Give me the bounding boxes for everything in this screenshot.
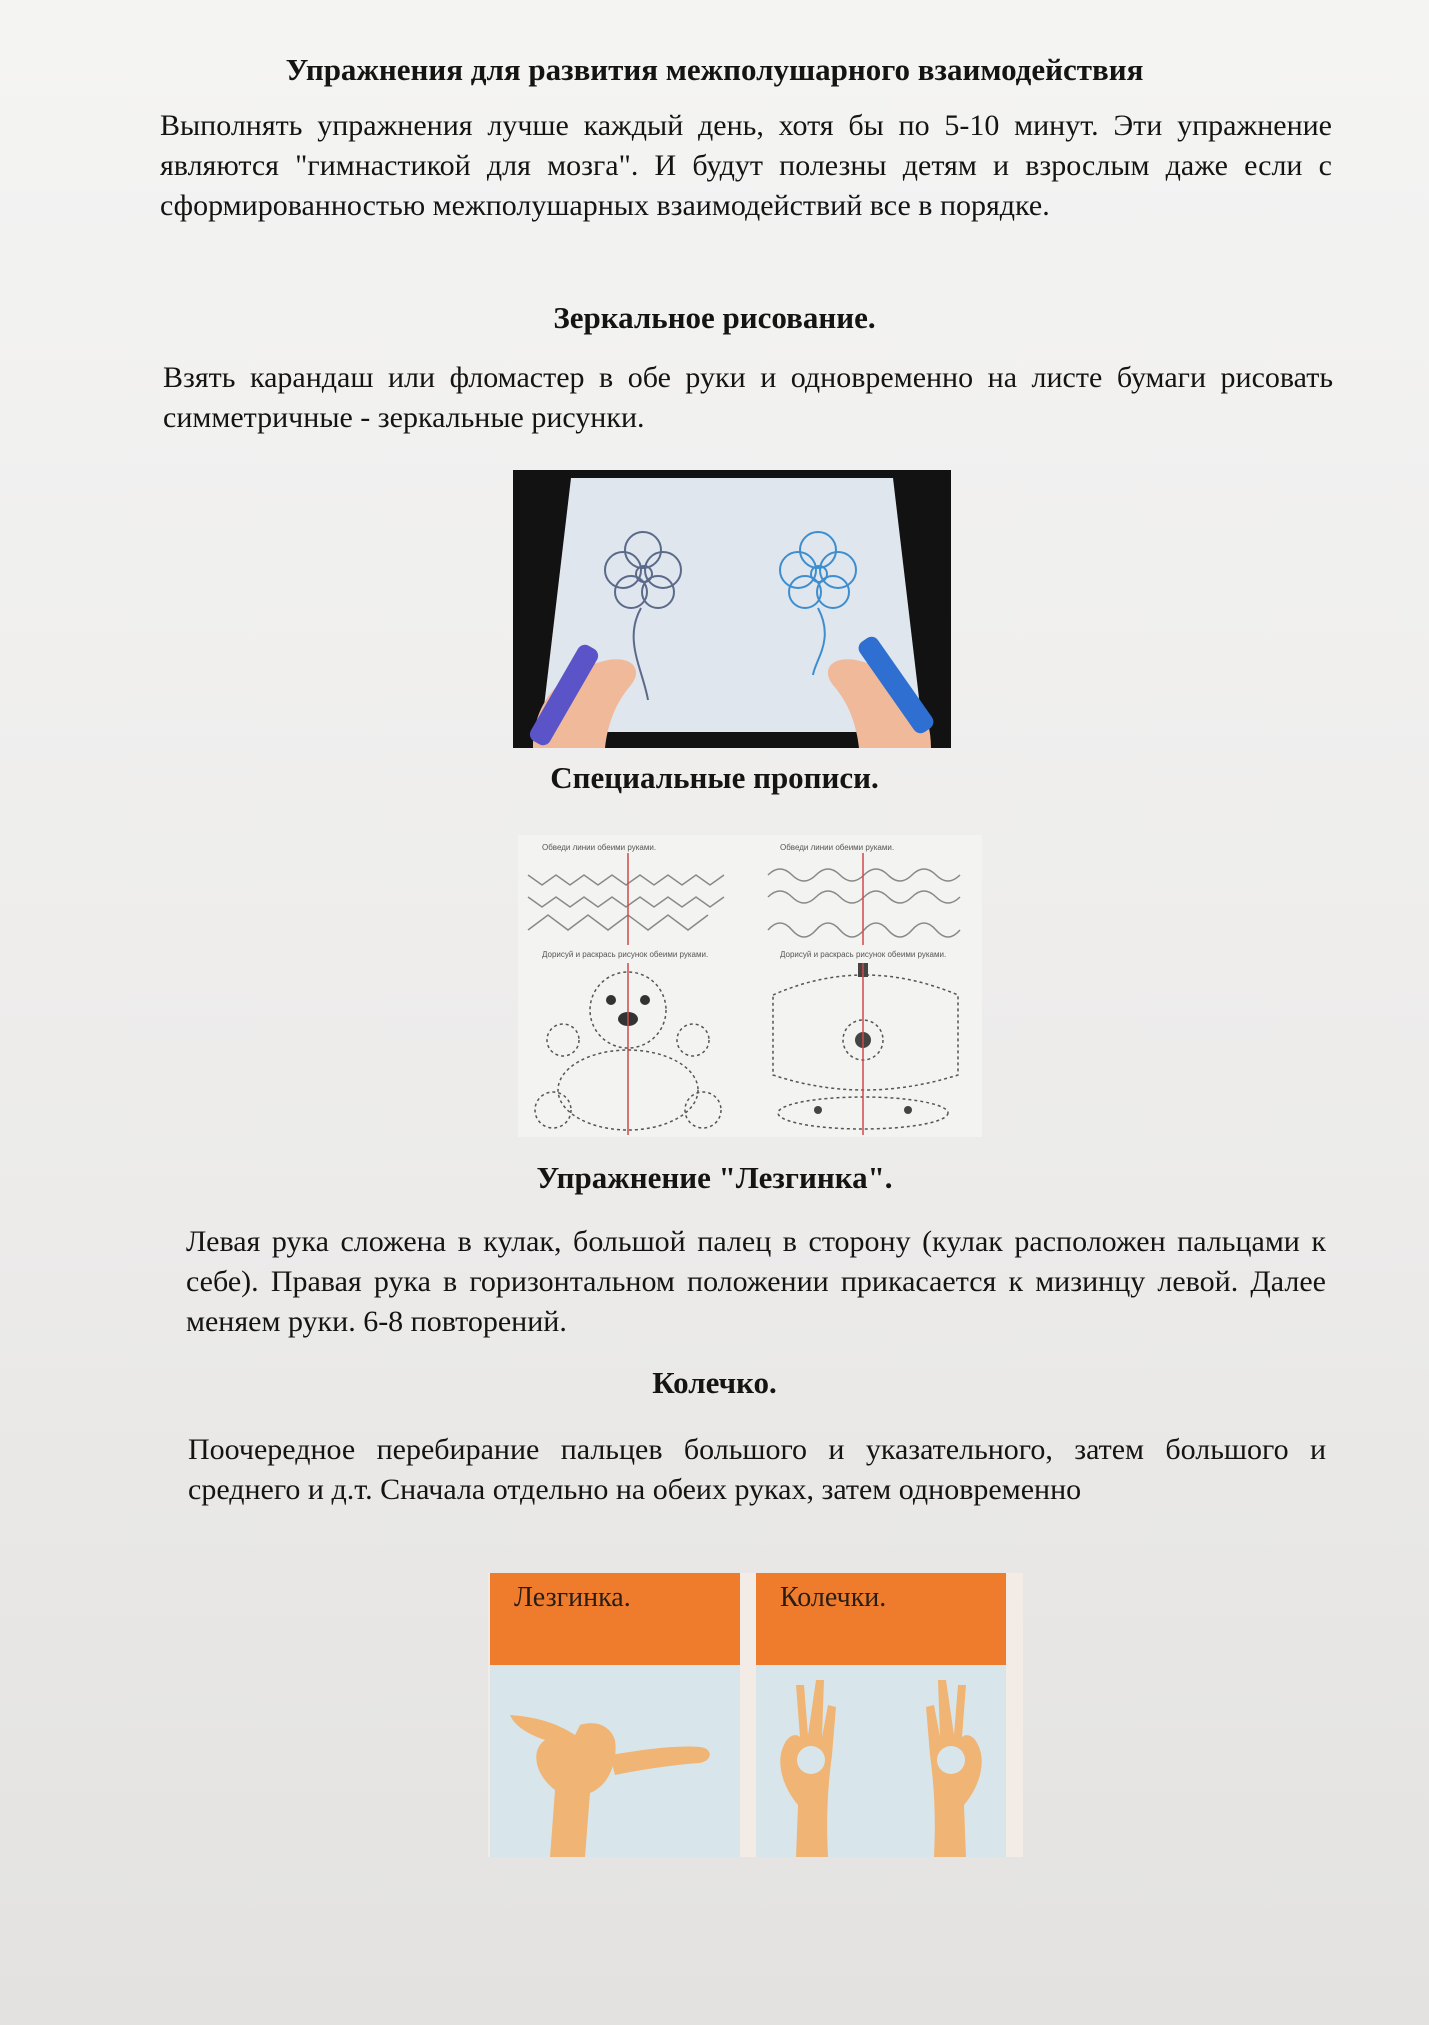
document-title: Упражнения для развития межполушарного взаимодействия bbox=[285, 52, 1144, 87]
copybook-caption-2: Обведи линии обеими руками. bbox=[780, 843, 895, 852]
section-heading-mirror-drawing: Зеркальное рисование. bbox=[553, 300, 876, 335]
mirror-drawing-photo bbox=[513, 470, 951, 748]
copybook-illustration bbox=[518, 835, 982, 1137]
mirror-drawing-paragraph: Взять карандаш или фломастер в обе руки и одновременно на листе бумаги рисовать симметричные - зеркальные рисунки. bbox=[163, 361, 1333, 434]
section-heading-ring: Колечко. bbox=[652, 1365, 777, 1400]
rings-panel bbox=[756, 1573, 1006, 1857]
copybook-caption-4: Дорисуй и раскрась рисунок обеими руками. bbox=[780, 950, 947, 959]
lezginka-hands-illustration bbox=[490, 1665, 740, 1857]
intro-paragraph: Выполнять упражнения лучше каждый день, хотя бы по 5-10 минут. Эти упражнение являются "гимнастикой для мозга". И будут полезны детям и взрослым даже если с сформированностью межполушарных взаимодействий все в порядке. bbox=[160, 109, 1332, 222]
lezginka-panel bbox=[490, 1573, 740, 1857]
rings-hands-illustration bbox=[756, 1665, 1006, 1857]
copybook-caption-3: Дорисуй и раскрась рисунок обеими руками. bbox=[542, 950, 709, 959]
lezginka-paragraph: Левая рука сложена в кулак, большой палец в сторону (кулак расположен пальцами к себе). Правая рука в горизонтальном положении прикасается к мизинцу левой. Далее меняем руки. 6-8 повторений. bbox=[186, 1225, 1326, 1338]
hand-exercises-image bbox=[488, 1573, 1023, 1857]
lezginka-label: Лезгинка. bbox=[490, 1573, 740, 1665]
section-heading-lezginka: Упражнение "Лезгинка". bbox=[536, 1160, 893, 1195]
copybook-caption-1: Обведи линии обеими руками. bbox=[542, 843, 657, 852]
section-heading-special-copybooks: Специальные прописи. bbox=[550, 760, 879, 795]
copybook-pages-image bbox=[518, 835, 982, 1137]
mirror-drawing-illustration bbox=[513, 470, 951, 748]
rings-label: Колечки. bbox=[756, 1573, 1006, 1665]
ring-paragraph: Поочередное перебирание пальцев большого и указательного, затем большого и среднего и д.т. Сначала отдельно на обеих руках, затем одновременно bbox=[188, 1433, 1326, 1506]
